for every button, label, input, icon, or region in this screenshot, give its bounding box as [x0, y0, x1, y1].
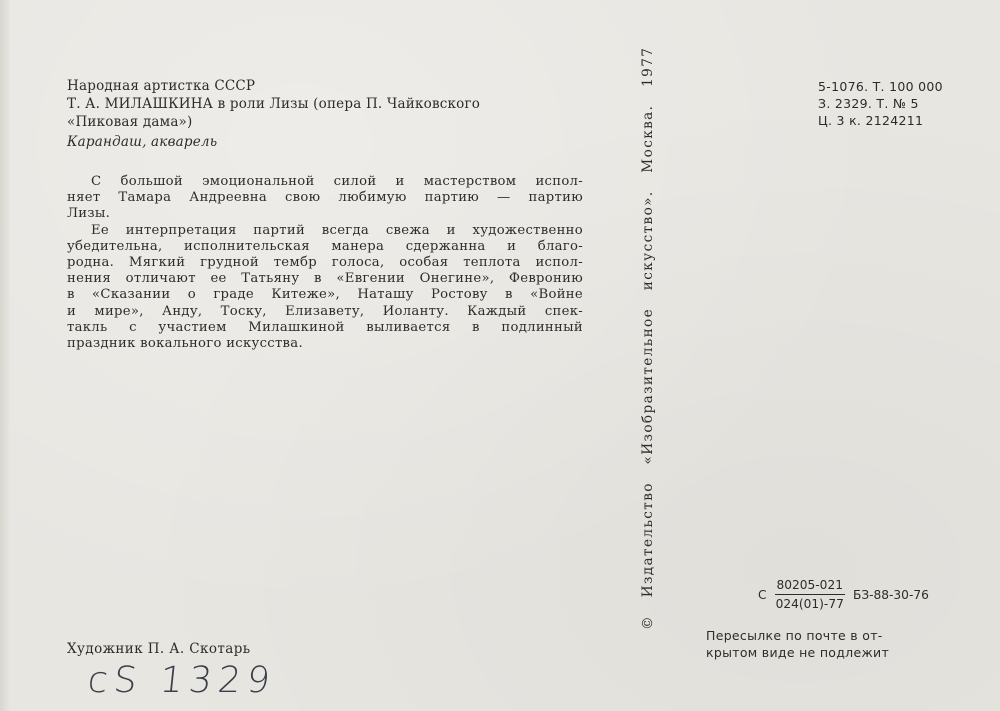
artwork-caption: [67, 77, 627, 151]
description-text: [67, 174, 583, 352]
handwritten-inventory-number: cS 1329: [85, 660, 278, 701]
description-line: нения отличают ее Татьяну в «Евгении Онегине», Февронию: [67, 271, 583, 287]
description-line: и мире», Анду, Тоску, Елизавету, Иоланту. Каждый спек-: [67, 303, 583, 319]
price-code-denominator: 024(01)-77: [775, 597, 844, 611]
caption-medium: Карандаш, акварель: [67, 134, 218, 150]
description-line: такль с участием Милашкиной выливается в подлинный: [67, 319, 583, 335]
description-line: убедительна, исполнительская манера сдержанна и благо-: [67, 238, 583, 254]
caption-title-line-3: «Пиковая дама»): [67, 114, 193, 130]
description-line: няет Тамара Андреевна свою любимую партию — партию: [67, 190, 583, 206]
price-code-numerator: 80205-021: [775, 578, 845, 595]
price-code-prefix: С: [758, 587, 767, 602]
print-info-row: 5-1076. Т. 100 000: [818, 79, 943, 94]
mail-notice: [706, 628, 889, 661]
card-edge: [0, 0, 10, 711]
price-code-fraction: [775, 578, 845, 611]
description-line: праздник вокального искусства.: [67, 336, 303, 352]
description-line: родна. Мягкий грудной тембр голоса, особая теплота испол-: [67, 255, 583, 271]
caption-title-line-1: Народная артистка СССР: [67, 78, 256, 94]
mail-notice-row: крытом виде не подлежит: [706, 644, 890, 660]
print-info: [818, 78, 943, 129]
mail-notice-row: Пересылке по почте в от-: [706, 628, 883, 643]
caption-title-line-2: Т. А. МИЛАШКИНА в роли Лизы (опера П. Чайковского: [67, 96, 481, 112]
description-line: С большой эмоциональной силой и мастерством испол-: [91, 174, 583, 189]
description-line: Лизы.: [67, 206, 111, 222]
description-line: в «Сказании о граде Китеже», Наташу Ростову в «Войне: [67, 287, 583, 303]
publisher-imprint: © Издательство «Изобразительное искусство». Москва. 1977: [640, 46, 656, 630]
artist-credit: Художник П. А. Скотарь: [67, 641, 251, 657]
description-line: Ее интерпретация партий всегда свежа и художественно: [91, 222, 583, 238]
print-info-row: З. 2329. Т. № 5: [818, 96, 919, 111]
price-code: [758, 578, 929, 611]
print-info-row: Ц. 3 к. 2124211: [818, 113, 924, 128]
price-code-suffix: БЗ-88-30-76: [852, 587, 929, 602]
